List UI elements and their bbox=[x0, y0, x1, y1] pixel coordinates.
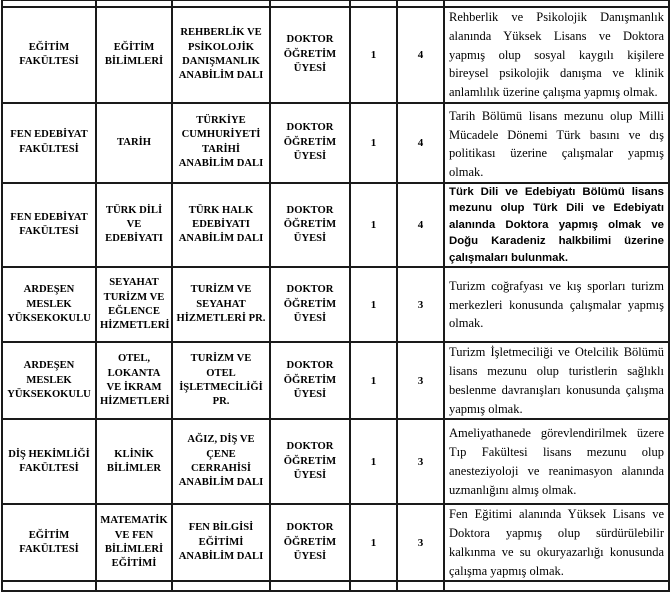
count-cell: 1 bbox=[350, 419, 397, 504]
table-row bbox=[2, 267, 669, 342]
quota-cell: 4 bbox=[397, 103, 444, 183]
faculty-cell: EĞİTİM FAKÜLTESİ bbox=[2, 504, 96, 581]
faculty-cell: FEN EDEBİYAT FAKÜLTESİ bbox=[2, 103, 96, 183]
title-cell: DOKTOR ÖĞRETİM ÜYESİ bbox=[270, 183, 350, 268]
count-cell: 1 bbox=[350, 342, 397, 419]
program-cell: AĞIZ, DİŞ VE ÇENE CERRAHİSİ ANABİLİM DALI bbox=[172, 419, 270, 504]
table-row bbox=[2, 419, 669, 504]
faculty-cell: ARDEŞEN MESLEK YÜKSEKOKULU bbox=[2, 342, 96, 419]
title-cell: DOKTOR ÖĞRETİM ÜYESİ bbox=[270, 267, 350, 342]
conditions-cell: Türk Dili ve Edebiyatı Bölümü lisans mezunu olup Türk Dili ve Edebiyatı alanında Doktora yapmış olmak ve Doğu Karadeniz halkbilimi üzerine çalışmaları bulunmak. bbox=[444, 183, 669, 268]
count-cell: 1 bbox=[350, 183, 397, 268]
faculty-cell: EĞİTİM FAKÜLTESİ bbox=[2, 7, 96, 103]
program-cell: TURİZM VE OTEL İŞLETMECİLİĞİ PR. bbox=[172, 342, 270, 419]
table-row-partial-top bbox=[2, 0, 669, 7]
title-cell: DOKTOR ÖĞRETİM ÜYESİ bbox=[270, 419, 350, 504]
quota-cell: 3 bbox=[397, 267, 444, 342]
conditions-cell: Turizm coğrafyası ve kış sporları turizm merkezleri konusunda çalışmalar yapmış olmak. bbox=[444, 267, 669, 342]
quota-cell: 3 bbox=[397, 419, 444, 504]
count-cell: 1 bbox=[350, 103, 397, 183]
quota-cell: 3 bbox=[397, 504, 444, 581]
program-cell: TÜRKİYE CUMHURİYETİ TARİHİ ANABİLİM DALI bbox=[172, 103, 270, 183]
quota-cell: 4 bbox=[397, 7, 444, 103]
title-cell: DOKTOR ÖĞRETİM ÜYESİ bbox=[270, 504, 350, 581]
program-cell: FEN BİLGİSİ EĞİTİMİ ANABİLİM DALI bbox=[172, 504, 270, 581]
department-cell: EĞİTİM BİLİMLERİ bbox=[96, 7, 172, 103]
table-row bbox=[2, 7, 669, 103]
department-cell: OTEL, LOKANTA VE İKRAM HİZMETLERİ bbox=[96, 342, 172, 419]
table-row bbox=[2, 183, 669, 268]
department-cell: KLİNİK BİLİMLER bbox=[96, 419, 172, 504]
conditions-cell: Turizm İşletmeciliği ve Otelcilik Bölümü lisans mezunu olup turistlerin sağlıklı beslenme davranışları konusunda çalışma yapmış olmak. bbox=[444, 342, 669, 419]
conditions-cell: Rehberlik ve Psikolojik Danışmanlık alanında Yüksek Lisans ve Doktora yapmış olup sosyal kaygılı kişilere bireysel psikolojik danışma ve klinik anlamlılık üzerine çalışma yapmış olmak. bbox=[444, 7, 669, 103]
program-cell: REHBERLİK VE PSİKOLOJİK DANIŞMANLIK ANABİLİM DALI bbox=[172, 7, 270, 103]
faculty-cell: FEN EDEBİYAT FAKÜLTESİ bbox=[2, 183, 96, 268]
count-cell: 1 bbox=[350, 7, 397, 103]
conditions-cell: Tarih Bölümü lisans mezunu olup Milli Mücadele Dönemi Türk basını ve dış politikası üzerine çalışmalar yapmış olmak. bbox=[444, 103, 669, 183]
title-cell: DOKTOR ÖĞRETİM ÜYESİ bbox=[270, 103, 350, 183]
table-row bbox=[2, 103, 669, 183]
table-row bbox=[2, 342, 669, 419]
department-cell: SEYAHAT TURİZM VE EĞLENCE HİZMETLERİ bbox=[96, 267, 172, 342]
program-cell: TÜRK HALK EDEBİYATI ANABİLİM DALI bbox=[172, 183, 270, 268]
conditions-cell: Ameliyathanede görevlendirilmek üzere Tıp Fakültesi lisans mezunu olup anesteziyoloji ve reanimasyon alanında uzmanlığını almış olmak. bbox=[444, 419, 669, 504]
program-cell: TURİZM VE SEYAHAT HİZMETLERİ PR. bbox=[172, 267, 270, 342]
quota-cell: 4 bbox=[397, 183, 444, 268]
conditions-cell: Fen Eğitimi alanında Yüksek Lisans ve Doktora yapmış olup sürdürülebilir kalkınma ve su okuryazarlığı konusunda çalışma yapmış olmak. bbox=[444, 504, 669, 581]
faculty-positions-table bbox=[1, 0, 670, 592]
table-row bbox=[2, 504, 669, 581]
count-cell: 1 bbox=[350, 504, 397, 581]
table-row-partial-bottom bbox=[2, 581, 669, 591]
title-cell: DOKTOR ÖĞRETİM ÜYESİ bbox=[270, 7, 350, 103]
department-cell: TARİH bbox=[96, 103, 172, 183]
faculty-cell: ARDEŞEN MESLEK YÜKSEKOKULU bbox=[2, 267, 96, 342]
count-cell: 1 bbox=[350, 267, 397, 342]
department-cell: MATEMATİK VE FEN BİLİMLERİ EĞİTİMİ bbox=[96, 504, 172, 581]
title-cell: DOKTOR ÖĞRETİM ÜYESİ bbox=[270, 342, 350, 419]
quota-cell: 3 bbox=[397, 342, 444, 419]
faculty-cell: DİŞ HEKİMLİĞİ FAKÜLTESİ bbox=[2, 419, 96, 504]
department-cell: TÜRK DİLİ VE EDEBİYATI bbox=[96, 183, 172, 268]
